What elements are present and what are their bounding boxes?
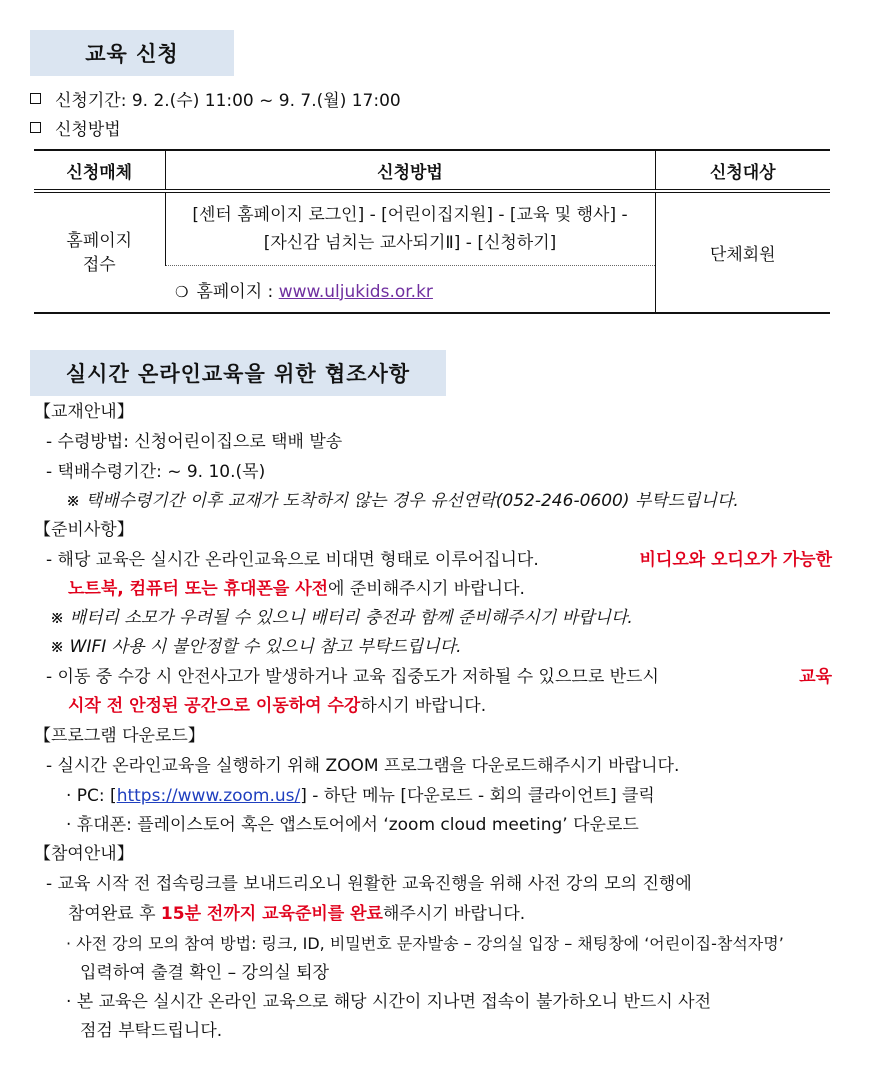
prep-item1-line2 (68, 577, 525, 601)
application-period (30, 86, 401, 111)
prep-item1-tail: 에 준비해주시기 바랍니다. (328, 579, 525, 599)
download-item1: - 실시간 온라인교육을 실행하기 위해 ZOOM 프로그램을 다운로드해주시기 바랍니다. (46, 756, 680, 776)
join-sub1-line1: · 사전 강의 모의 참여 방법: 링크, ID, 비밀번호 문자발송 – 강의실 입장 – 채팅창에 ‘어린이집-참석자명’ (66, 934, 784, 953)
join-sub2-line1: · 본 교육은 실시간 온라인 교육으로 해당 시간이 지나면 접속이 불가하오니 반드시 사전 (66, 992, 712, 1012)
header-target: 신청대상 (655, 150, 830, 191)
prep-item2-text: - 이동 중 수강 시 안전사고가 발생하거나 교육 집중도가 저하될 수 있으므로 반드시 (46, 667, 659, 687)
target-cell: 단체회원 (655, 191, 830, 313)
checkbox-bullet-icon (30, 93, 41, 104)
homepage-link[interactable]: www.uljukids.or.kr (278, 281, 433, 302)
prep-item2-red1: 교육 (799, 667, 832, 687)
prep-item2-line2 (68, 694, 486, 718)
zoom-link[interactable]: https://www.zoom.us/ (116, 786, 301, 806)
material-heading: 【교재안내】 (34, 402, 134, 422)
download-pc (66, 784, 655, 808)
prep-item2-tail: 하시기 바랍니다. (360, 696, 487, 716)
application-method (30, 115, 121, 140)
application-method-text: 신청방법 (55, 120, 121, 140)
join-item1-line2 (68, 902, 525, 926)
prep-note-wifi: ※ WIFI 사용 시 불안정할 수 있으니 참고 부탁드립니다. (50, 637, 462, 657)
join-heading: 【참여안내】 (34, 844, 134, 864)
prep-heading: 【준비사항】 (34, 520, 134, 540)
medium-cell: 홈페이지 접수 (34, 191, 165, 313)
join-item1-tail: 해주시기 바랍니다. (382, 904, 526, 924)
header-method: 신청방법 (165, 150, 655, 191)
join-item1-line1: - 교육 시작 전 접속링크를 보내드리오니 원활한 교육진행을 위해 사전 강의 모의 진행에 (46, 874, 692, 894)
material-note: ※ 택배수령기간 이후 교재가 도착하지 않는 경우 유선연락(052-246-0600) 부탁드립니다. (66, 491, 739, 511)
homepage-label: 홈페이지 : (196, 281, 274, 302)
application-table (34, 149, 830, 314)
application-period-text: 신청기간: 9. 2.(수) 11:00 ~ 9. 7.(월) 17:00 (55, 91, 401, 111)
checkbox-bullet-icon (30, 122, 41, 133)
circle-bullet-icon: ❍ (175, 282, 189, 301)
prep-note-battery: ※ 배터리 소모가 우려될 수 있으니 배터리 충전과 함께 준비해주시기 바랍니다. (50, 608, 633, 628)
join-item1-text: 참여완료 후 (68, 904, 156, 924)
table-header-row (34, 150, 830, 191)
prep-item2-line1 (46, 665, 832, 689)
prep-item1-line1 (46, 548, 832, 572)
homepage-cell (165, 266, 655, 314)
prep-item1-text: - 해당 교육은 실시간 온라인교육으로 비대면 형태로 이루어집니다. (46, 550, 539, 570)
material-item-period: - 택배수령기간: ~ 9. 10.(목) (46, 462, 266, 482)
download-pc-suffix: ] - 하단 메뉴 [다운로드 - 회의 클라이언트] 클릭 (300, 786, 655, 806)
prep-item1-red1: 비디오와 오디오가 가능한 (639, 550, 832, 570)
material-item-receive: - 수령방법: 신청어린이집으로 택배 발송 (46, 432, 343, 452)
prep-item2-red2: 시작 전 안정된 공간으로 이동하여 수강 (68, 696, 361, 716)
download-heading: 【프로그램 다운로드】 (34, 726, 205, 746)
join-sub2-line2: 점검 부탁드립니다. (80, 1021, 223, 1041)
join-item1-red: 15분 전까지 교육준비를 완료 (160, 904, 383, 924)
download-mobile: · 휴대폰: 플레이스토어 혹은 앱스토어에서 ‘zoom cloud meeting’ 다운로드 (66, 815, 639, 835)
method-cell: [센터 홈페이지 로그인] - [어린이집지원] - [교육 및 행사] - [자신감 넘치는 교사되기Ⅱ] - [신청하기] (165, 191, 655, 266)
header-medium: 신청매체 (34, 150, 165, 191)
download-pc-prefix: · PC: [ (66, 786, 117, 806)
prep-item1-red2: 노트북, 컴퓨터 또는 휴대폰을 사전 (68, 579, 329, 599)
section-title-application: 교육 신청 (30, 30, 234, 76)
section-title-cooperation: 실시간 온라인교육을 위한 협조사항 (30, 350, 446, 396)
join-sub1-line2: 입력하여 출결 확인 – 강의실 퇴장 (80, 963, 330, 983)
